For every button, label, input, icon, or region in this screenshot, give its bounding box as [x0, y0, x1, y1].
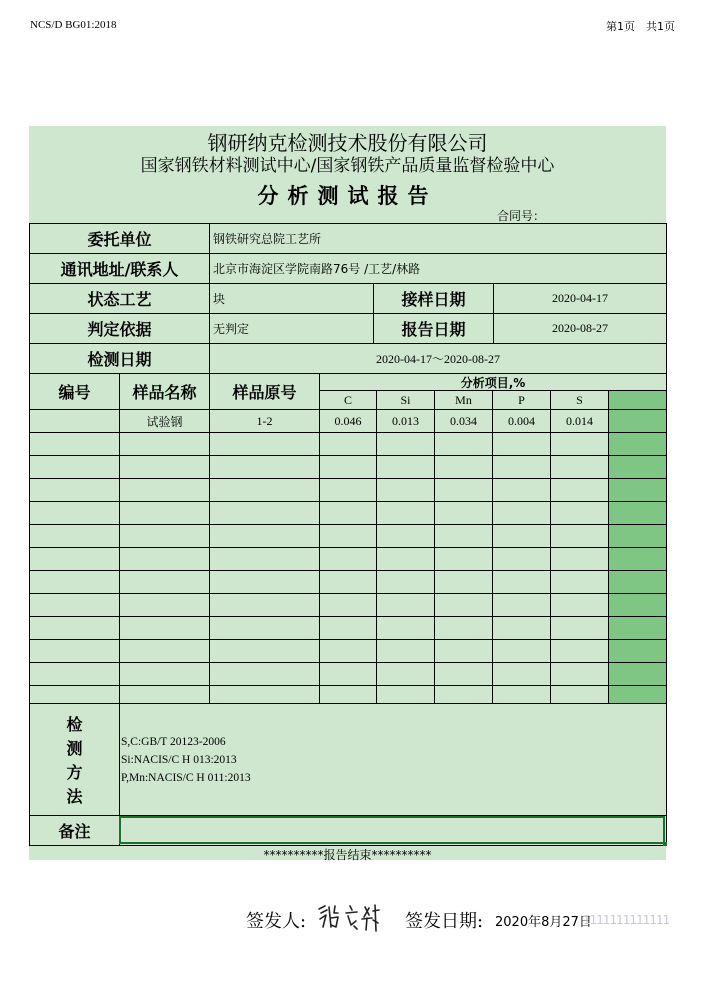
remark-label: 备注: [58, 822, 91, 841]
value-c: 0.046: [334, 413, 362, 428]
receive-date-value: 2020-04-17: [552, 291, 608, 305]
test-date-value: 2020-04-17～2020-08-27: [376, 352, 500, 366]
method-line: Si:NACIS/C H 013:2013: [121, 754, 237, 766]
issuer-label: 签发人:: [246, 911, 307, 932]
address-value: 北京市海淀区学院南路76号 /工艺/林路: [213, 262, 421, 276]
test-date-label: 检测日期: [87, 350, 152, 369]
method-line: P,Mn:NACIS/C H 011:2013: [121, 772, 251, 784]
value-mn: 0.034: [450, 413, 477, 428]
page-indicator: 第1页 共1页: [606, 20, 675, 33]
report-date-value: 2020-08-27: [552, 321, 608, 335]
filler-text: 1111111111111: [583, 913, 670, 927]
col-number-header: 编号: [58, 383, 91, 402]
method-label-char-2: 测: [66, 738, 83, 758]
state-value: 块: [213, 292, 226, 306]
contract-number[interactable]: [548, 207, 664, 223]
sample-original-no: 1-2: [256, 413, 273, 428]
value-s: 0.014: [566, 413, 593, 428]
sample-name: 试验钢: [146, 414, 183, 429]
handwritten-signature: [316, 900, 386, 938]
value-si: 0.013: [392, 413, 419, 428]
report-end-marker: **********报告结束**********: [263, 848, 432, 862]
element-header-mn: Mn: [455, 392, 472, 407]
issue-date-value: 2020年8月27日: [495, 915, 592, 930]
value-p: 0.004: [508, 413, 535, 428]
company-name: 钢研纳克检测技术股份有限公司: [207, 131, 488, 155]
document-code: NCS/D BG01:2018: [30, 19, 117, 31]
element-header-s: S: [576, 392, 583, 407]
sample-number: [30, 410, 119, 432]
method-line: S,C:GB/T 20123-2006: [121, 736, 226, 748]
element-header-p: P: [518, 392, 525, 407]
col-sample-name-header: 样品名称: [132, 383, 197, 402]
address-label: 通讯地址/联系人: [60, 260, 179, 279]
remark-cell-selected[interactable]: [119, 816, 665, 844]
method-label-char-4: 法: [66, 786, 83, 806]
report-date-label: 报告日期: [401, 320, 466, 339]
element-header-si: Si: [400, 392, 411, 407]
state-label: 状态工艺: [87, 290, 152, 309]
report-title: 分析测试报告: [257, 184, 438, 208]
basis-label: 判定依据: [87, 320, 152, 339]
contract-label: 合同号：: [496, 208, 545, 223]
element-header-c: C: [343, 392, 352, 407]
col-original-no-header: 样品原号: [232, 383, 297, 402]
test-methods: [121, 733, 251, 787]
analysis-items-header: 分析项目,%: [460, 375, 526, 390]
issue-date-label: 签发日期:: [405, 911, 484, 932]
method-label-char-1: 检: [66, 714, 83, 734]
method-label-char-3: 方: [66, 762, 83, 782]
client-value: 钢铁研究总院工艺所: [213, 232, 322, 246]
basis-value: 无判定: [213, 322, 250, 336]
receive-date-label: 接样日期: [401, 290, 466, 309]
center-names: 国家钢铁材料测试中心/国家钢铁产品质量监督检验中心: [140, 156, 555, 176]
client-label: 委托单位: [87, 230, 152, 249]
